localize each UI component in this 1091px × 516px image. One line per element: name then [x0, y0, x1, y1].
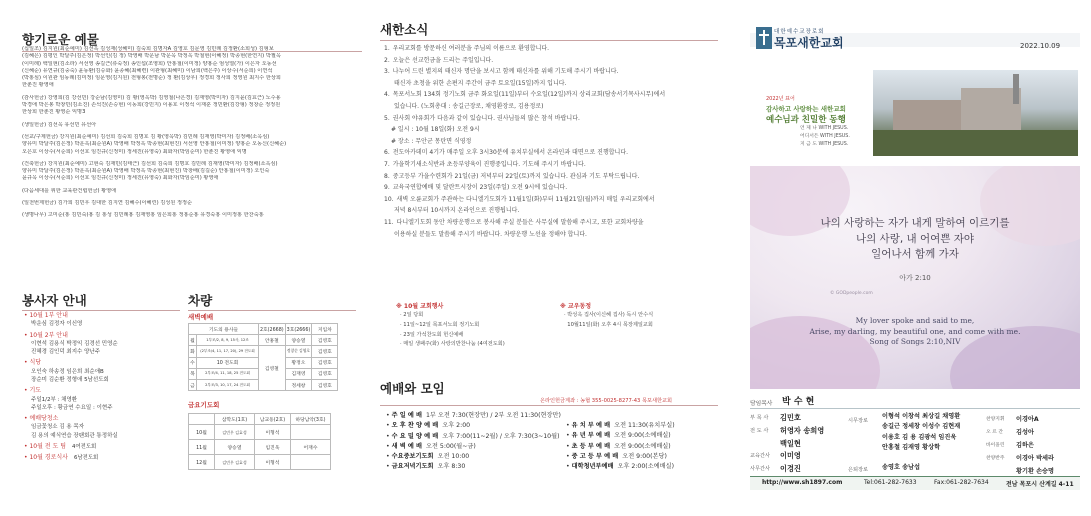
worship-time: 오전 9:00(소예배실) [614, 442, 671, 450]
worship-time: 오후 8:30 [437, 463, 466, 471]
music-staff [986, 451, 1086, 464]
worship-list-left [386, 411, 576, 473]
bullet-icon: • [24, 454, 30, 462]
worship-name: 새 벽 예 배 [391, 442, 422, 450]
news-text: 새벽 오륜교회가 주관하는 다니엘기도회가 11월1일(화)부터 11월21일(월)까지 매일 우리교회에서 [396, 195, 655, 203]
motto-with-jesus [800, 125, 850, 150]
th-car3: 3호(2666) [285, 324, 312, 335]
tue-car3: 정창순 김영호 [285, 346, 312, 357]
music-role: 바이올린 [986, 443, 1005, 448]
dec-c2: 이형석 [255, 455, 291, 470]
vehicle-sub-dawn: 새벽예배 [188, 313, 214, 321]
th-car2: 2호(2668) [259, 324, 286, 335]
news-item [384, 101, 720, 113]
day-fri: 금 [189, 379, 197, 390]
day-tue: 화 [189, 346, 197, 357]
verse-en-line: Arise, my darling, my beautiful one, and come with me. [809, 326, 1021, 336]
volunteer-head [24, 312, 184, 320]
staff-left [750, 412, 850, 476]
offering-paragraph [22, 122, 362, 129]
verse-ko-line: 일어나서 함께 가자 [871, 248, 959, 260]
volunteer-item [24, 359, 184, 384]
offering-line: 윤규옥 이상수(서순희) 이선호 임진규(신정미) 정세진(유영숙) 최화자(박임순미) 황영애 [22, 175, 219, 182]
worship-item [566, 421, 716, 431]
volunteer-label: 기도 [29, 387, 42, 395]
offering-line: (박홍심) 이원관 임동례(김미정) 임문영(김지원) 전형봉(전명순) 정 환(김상우) 정경희 정사희 정영원 최지수 한상희 [22, 75, 281, 82]
offering-line: 양유미 박달주(김은정) 박운옥(최순원A) 박영배 박정옥 박종현(최현진) 박창배(김길순) 안홍철(이미정) 오인숙 [22, 168, 270, 175]
worship-time: 오전 9:00(소예배실) [614, 432, 671, 440]
bulletin-date: 2022.10.09 [1020, 42, 1061, 50]
music-name: 김하은 [1016, 442, 1034, 449]
tue-group: (2부조/4, 11, 17, 20), 29 전도회 [197, 346, 259, 357]
news-item [384, 159, 720, 171]
volunteer-label: 10월 전 도 팀 [29, 442, 66, 450]
bullet-icon: • [386, 453, 392, 461]
volunteer-tail: 6남전도회 [73, 455, 99, 462]
footer-url[interactable]: http://www.sh1897.com [762, 479, 843, 486]
news-item [384, 229, 720, 241]
pastor-name: 박 수 현 [782, 397, 815, 407]
news-item [384, 205, 720, 217]
worship-name: 금요저녁기도회 [391, 463, 434, 471]
offering-line: (이미례) 백일현(김소라) 서선영 송길근(류숙정) 송인섭(조영희) 안홍철(이미정) 양홍순 엄성열(가) 이은자 오동선 [22, 60, 277, 67]
news-text: 우리교회를 방문하신 여러분을 주님의 이름으로 환영합니다. [392, 45, 550, 52]
worship-name: 오 후 찬 양 예 배 [391, 422, 439, 430]
volunteer-line: 주일1/2부 : 채영환 [31, 396, 78, 403]
staff-group [750, 463, 850, 476]
news-text: 나누어 드린 별지의 태신자 명단을 보시고 함께 태신자를 위해 기도해 주시기 바랍니다. [392, 68, 619, 76]
offering-paragraph [22, 212, 362, 219]
event-line: · 2일 당회 [400, 312, 424, 318]
volunteer-head [24, 387, 184, 395]
news-text: # 장소 : 무안군 몽탄면 식영정 [391, 137, 472, 145]
retired-role: 은퇴장로 [848, 467, 869, 473]
th-prayer: 기도의 용사들 [189, 324, 259, 335]
elder-line: 송길근 정세창 이성수 김현재 [882, 423, 961, 431]
worship-title: 예배와 모임 [380, 381, 445, 396]
motto-line-2: 예수님과 친밀한 동행 [766, 115, 846, 125]
offering-line: (신혜순) 유연규(김중숙) 윤동환(김승화) 윤종혜(최혜련) 이관형(최혜미) 이남희(백은주) 이상수(서순희) 이연석 [22, 67, 273, 74]
worship-item [386, 462, 576, 472]
elder-line: 이용호 김 용 김광석 임진욱 [882, 433, 957, 441]
staff-role: 교육간사 [750, 453, 771, 459]
news-item [384, 217, 720, 229]
volunteer-head [24, 332, 184, 340]
member-news-line: 10월11일(화) 오후 4시 목장제일교회 [564, 321, 653, 328]
month-10: 10월 [189, 425, 215, 440]
news-item [384, 55, 720, 67]
offering-line: (일천번제헌금) 김가희 김민우 김대한 김지연 김혜수(이혜린) 김성원 정정순 [22, 200, 192, 207]
worship-item [566, 431, 716, 441]
worship-name: 수요중보기도회 [391, 453, 434, 461]
news-number: 5. [384, 114, 390, 122]
verse-en-line: My lover spoke and said to me, [855, 316, 975, 325]
volunteer-label: 예배당청소 [29, 415, 59, 423]
offering-line: (김혜은) 김평인 박달주(김은정) 박선인(김 정) 박영배 박운남 박운옥 박정옥 박철현(이혜정) 박종현(한연지) 박필옥 [22, 53, 281, 60]
worship-time: 오전 5:00(월~금) [426, 442, 476, 450]
offering-line: 한상희 한춘진 황영순 익명3 [22, 109, 86, 116]
music-staff [986, 412, 1086, 425]
news-title: 새한소식 [380, 22, 429, 37]
wed-group: 10 전도회 [197, 357, 259, 368]
thu-car3: 김재영 [285, 368, 312, 379]
staff-group [750, 412, 850, 425]
volunteer-line: 김 용의 예식연습 장팬회관 통정하실 [31, 432, 118, 439]
th-blank [189, 414, 215, 425]
nov-c2: 임진욱 [255, 440, 291, 455]
staff-names [780, 450, 801, 463]
bullet-icon: • [24, 387, 30, 395]
thu-own: 김영호 [312, 368, 338, 379]
volunteer-item [24, 454, 184, 462]
event-line: · 11일~12일 목포서노회 정기노회 [400, 321, 480, 328]
news-item [384, 89, 720, 101]
month-11: 11월 [189, 440, 215, 455]
verse-ko-line: 나의 사랑하는 자가 내게 말하여 이르기를 [820, 217, 1010, 229]
verse-english [750, 316, 1080, 348]
staff-role: 부 목 사 [750, 415, 769, 421]
volunteer-head [24, 443, 184, 451]
news-number: 2. [384, 56, 390, 64]
offering-line: (생명나무) 고미순(홍 김민숙)홍 김 홍성 김민례홍 김재영홍 임은희홍 정홍순홍 유경숙홍 이미정홍 한찬숙홍 [22, 212, 264, 219]
news-item [384, 124, 720, 136]
volunteer-line: 박운심 김정자 이신영 [31, 321, 83, 328]
mon-car2: 안홍철 [259, 335, 286, 346]
worship-time: 오전 11:30(유치부실) [614, 422, 675, 429]
offering-line: (다음세대를 위한 교육관건립헌금) 황영애 [22, 187, 117, 194]
news-text: 중고등부 가을수련회가 21일(금) 저녁부터 22일(토)까지 있습니다. 관심과 기도 부탁드립니다. [392, 172, 640, 180]
worship-name: 유 년 부 예 배 [571, 432, 611, 440]
news-item [384, 43, 720, 55]
presbytery-right-title: ※ 교우동정 [560, 303, 592, 310]
staff-right [986, 412, 1086, 477]
cross-logo [756, 27, 772, 49]
offering-body [22, 46, 362, 225]
worship-list-right [566, 421, 716, 472]
news-text: 저녁 8시부터 10시까지 온라인으로 진행됩니다. [394, 207, 520, 215]
th-own: 지입차 [312, 324, 338, 335]
worship-item [566, 462, 716, 472]
news-item [384, 78, 720, 90]
bullet-icon: • [386, 422, 392, 430]
worship-name: 유 치 부 예 배 [571, 422, 611, 429]
news-number: 6. [384, 149, 390, 157]
verse-korean [750, 216, 1080, 263]
music-name: 이경아A [1016, 416, 1039, 423]
footer-tel: Tel:061-282-7633 [864, 479, 917, 486]
dec-c1: 김민우 김효성 [215, 455, 255, 470]
watermark: © GODpeople.com [830, 291, 873, 296]
staff-names [780, 463, 801, 476]
staff-name: 허영자 송희영 [780, 426, 825, 435]
staff-names [780, 425, 824, 450]
staff-name: 김민호 [780, 413, 801, 422]
month-12: 12월 [189, 455, 215, 470]
footer-fax: Fax:061-282-7634 [934, 479, 989, 486]
volunteer-list [24, 309, 184, 463]
fri-car3: 정세창 [285, 379, 312, 390]
fri-group: 2부조/3, 10, 17, 24 전도회 [197, 379, 259, 390]
verse-ko-line: 나의 사랑, 내 어여쁜 자야 [855, 232, 975, 245]
wed-car3: 황정오 [285, 357, 312, 368]
news-text: 전도아카데미 4기가 매주일 오후 3시30분에 유치부실에서 온라인과 대면으로 진행합니다. [392, 149, 629, 157]
staff-name: 백일현 [780, 438, 801, 448]
verse-ref: 아가 2:10 [899, 274, 931, 282]
nov-c1: 양승열 [215, 440, 255, 455]
th-samhakdo: 삼학도(1호) [215, 414, 255, 425]
offering-paragraph [22, 188, 362, 195]
oct-c3 [291, 425, 331, 440]
volunteer-label: 10월 2부 안내 [29, 331, 68, 339]
bullet-icon: • [24, 312, 30, 319]
worship-time: 오후 2:00 [442, 422, 471, 430]
day-thu: 목 [189, 368, 197, 379]
worship-time: 오전 9:00(본당) [622, 452, 667, 460]
tue-own: 김영호 [312, 346, 338, 357]
news-item [384, 182, 720, 194]
worship-name: 수 요 밀 양 예 배 [391, 432, 439, 440]
bullet-icon: • [566, 463, 572, 471]
bullet-icon: • [24, 415, 30, 423]
news-item [384, 66, 720, 78]
vehicle-table-friday [188, 413, 331, 470]
verse-en-line: Song of Songs 2:10,NIV [869, 337, 961, 346]
music-role: 오 르 간 [986, 430, 1003, 435]
nov-c3: 어재수 [291, 440, 331, 455]
music-role: 찬양지휘 [986, 417, 1005, 422]
news-number: 1. [384, 45, 390, 52]
worship-time: 오후 2:00(소예배실) [617, 463, 675, 471]
volunteer-head [24, 454, 184, 462]
volunteer-line: 장순미 김순환 정형애 5남선도회 [31, 377, 109, 384]
vehicle-sub-friday: 금요기도회 [188, 401, 220, 409]
motto-line-1: 감사하고 사랑하는 새한교회 [766, 105, 846, 113]
mon-group: 1부조/2, 8, 9, 15사, 12조 [197, 335, 259, 346]
offering-line: 오은호 이상수(서순희) 이선호 임진규(신정미) 정세진(유영숙) 최화자(박임순미) 한춘진 황영애 익명 [22, 148, 247, 155]
staff-name: 이경진 [780, 464, 801, 473]
presbytery-left-title: ※ 10월 교회행사 [396, 303, 444, 310]
column-middle [380, 0, 720, 516]
worship-name: 대학청년부예배 [571, 463, 614, 471]
volunteer-line: 이현석 김용식 박정익 김경선 민영순 [31, 341, 118, 348]
volunteer-label: 10월 경로식사 [29, 454, 68, 462]
news-text: 목포서노회 134회 정기노회 금주 화요일(11일)부터 수요일(12일)까지 상리교회(담송서기목사시무)에서 [392, 91, 666, 99]
th-namgyo: 남교동(2호) [255, 414, 291, 425]
news-text: 태신자 초청을 위한 손편지 주간이 금주 토요일(15일)까지 입니다. [394, 79, 567, 87]
th-hadang: 하당남악(3호) [291, 414, 331, 425]
bullet-icon: • [566, 452, 572, 460]
mon-car3: 양승열 [285, 335, 312, 346]
offering-line: (건축헌금) 강지원(최순예미) 고현숙 김재민(김태근) 김선희 김숙희 김명호 김민례 김재영(박미자) 김정배(소옥심) [22, 160, 278, 167]
music-staff [986, 438, 1086, 451]
volunteer-item [24, 443, 184, 451]
member-news-line: · 박성옥 집사(이신혜 집사) 독시 안수식 [564, 312, 654, 318]
volunteer-label: 10월 1부 안내 [29, 312, 68, 319]
news-number: 11. [384, 218, 394, 226]
volunteer-item [24, 332, 184, 357]
worship-item [386, 411, 576, 421]
bullet-icon: • [386, 432, 392, 440]
worship-name: 초 등 부 예 배 [571, 442, 611, 450]
motto-with-jesus-line: 언 제 나 WITH JESUS. [800, 126, 849, 131]
worship-item [566, 442, 716, 452]
worship-item [386, 421, 576, 431]
volunteer-title: 봉사자 안내 [22, 293, 87, 308]
offering-line: 양유미 박달주(김은정) 박운옥(최순원A) 박영배 박정옥 박종현(최현진) 서선영 안홍철(이미정) 양홍순 오동신(신혜순) [22, 141, 287, 148]
bullet-icon: • [24, 359, 30, 367]
volunteer-line: 진혜경 김인덕 최지수 양난주 [31, 349, 101, 356]
music-name: 김성아 [1016, 429, 1034, 436]
news-text: 다니엘기도회 동안 차량운행으로 봉사해 주실 분들은 사무실에 말씀해 주시고, 또한 교회차량을 [396, 218, 644, 226]
offering-paragraph [22, 161, 362, 183]
news-number: 8. [384, 172, 390, 180]
news-item [384, 194, 720, 206]
staff-group [750, 450, 850, 463]
retired-names: 송영호 송남섭 [882, 464, 921, 471]
driver: 김영철 [259, 346, 286, 391]
volunteer-head [24, 359, 184, 367]
staff-name: 이미영 [780, 451, 801, 460]
church-building-image [873, 70, 1078, 156]
news-text: 오늘은 선교헌금을 드리는 주일입니다. [392, 56, 494, 64]
news-number: 7. [384, 160, 390, 168]
column-left [22, 0, 372, 516]
music-name: 황기환 손승명 [1016, 468, 1055, 475]
volunteer-line: 주일오후 : 황금연 수요일 : 이현주 [31, 404, 113, 411]
news-text: # 일시 : 10월 18일(화) 오전 9시 [391, 126, 480, 134]
worship-time: 오후 7:00(11~2월) / 오후 7:30(3~10월) [442, 432, 560, 440]
thu-group: 2부조/4, 11, 18, 25 전도회 [197, 368, 259, 379]
elders-list [882, 412, 960, 454]
offering-line: (감사헌금) 강영희(김 강선민) 강순남(김영미) 김 황(영옥박) 김영철(나은경) 김재영(박미자) 김지윤(김효근) 노수용 [22, 94, 281, 101]
news-item [384, 113, 720, 125]
elder-line: 안홍철 김재영 황상학 [882, 444, 941, 452]
news-item [384, 171, 720, 183]
member-news [564, 311, 653, 331]
volunteer-line: 오인숙 하송정 임은희 최순애B [31, 368, 104, 375]
offering-line: (십일조) 김지원(최순예미) 김선옥 김성재(성혜미) 김숙희 김명자A 김영호 김문영 김민례 김정환(소희성) 김형보 [22, 46, 274, 52]
day-wed: 수 [189, 357, 197, 368]
offering-title: 향기로운 예물 [22, 32, 99, 47]
oct-c2: 이형석 [255, 425, 291, 440]
volunteer-item [24, 415, 184, 440]
denomination: 대한예수교장로회 [774, 29, 825, 35]
offering-line: (생일헌금) 김선옥 유선민 유선아 [22, 121, 97, 128]
offering-line: (선교/구제헌금) 강지원(최순예미) 김선희 김숙희 김명호 김 황(영옥박) 김민례 김재영(박미자) 김정배(소옥심) [22, 133, 270, 140]
event-line: · 매일 생패주(화) 사랑의반찬나눔 (4여전도회) [400, 341, 505, 348]
volunteer-head [24, 415, 184, 423]
bullet-icon: • [24, 442, 30, 450]
offering-paragraph [22, 134, 362, 156]
news-text: 이용하실 분들도 말씀해 주시기 바랍니다. 차량운행 노선을 정해야 합니다. [394, 230, 587, 238]
volunteer-item [24, 312, 184, 329]
music-staff [986, 425, 1086, 438]
news-text: 가을학기새소식반과 초등부양육이 진행중입니다. 기도해 주시기 바랍니다. [392, 160, 586, 168]
worship-time: 1부 오전 7:30(현장만) / 2부 오전 11:30(현장만) [426, 412, 561, 419]
worship-item [386, 452, 576, 462]
motto-with-jesus-line: 어디서든 WITH JESUS. [800, 134, 850, 140]
day-mon: 월 [189, 335, 197, 346]
motto-year: 2022년 표어 [766, 96, 795, 102]
online-account: 온라인헌금계좌 : 농협 355-0025-8277-43 목포새한교회 [540, 398, 673, 404]
bullet-icon: • [566, 442, 572, 450]
footer-address: 전남 목포시 산계길 4-11 [1006, 481, 1074, 488]
bullet-icon: • [386, 412, 392, 419]
offering-line: 한춘진 황영애 [22, 82, 54, 89]
staff-group [750, 425, 850, 450]
mon-own: 김영호 [312, 335, 338, 346]
volunteer-label: 식당 [29, 359, 42, 367]
elders-role: 시무장로 [848, 418, 869, 424]
offering-paragraph [22, 46, 362, 90]
music-name: 이경아 박세라 [1016, 455, 1055, 462]
worship-time: 오전 10:00 [437, 453, 470, 461]
bullet-icon: • [24, 331, 30, 339]
worship-name: 주 일 예 배 [391, 412, 422, 419]
bullet-icon: • [566, 422, 572, 429]
elder-line: 이형석 이창석 최상길 채영환 [882, 413, 961, 420]
church-name: 목포새한교회 [774, 36, 844, 50]
pastor-label: 담임목사 [750, 401, 773, 407]
motto-with-jesus-line: 지 금 도 WITH JESUS. [800, 142, 849, 148]
news-text: 교육국연합예배 및 달란트시장이 23일(주일) 오전 9시에 있습니다. [392, 184, 568, 192]
column-right [750, 0, 1091, 516]
dec-c3 [291, 455, 331, 470]
oct-c1: 김민우 김효성 [215, 425, 255, 440]
wed-own: 김영호 [312, 357, 338, 368]
verse-image [750, 166, 1080, 389]
offering-paragraph [22, 200, 362, 207]
vehicle-table-dawn [188, 323, 338, 391]
news-number: 10. [384, 195, 394, 203]
news-number: 3. [384, 68, 390, 76]
news-item [384, 136, 720, 148]
offering-paragraph [22, 95, 362, 117]
offering-line: 박경애 박은봉 박창민(김소진) 손석진(손승현) 이동희(강민지) 이용호 이정석 이재훈 정민환(김강형) 정창순 정정원 [22, 102, 281, 109]
staff-names [780, 412, 801, 425]
news-item [384, 147, 720, 159]
music-role: 찬양반주 [986, 456, 1005, 461]
vehicle-title: 차량 [188, 293, 213, 308]
staff-role: 전 도 사 [750, 428, 769, 434]
worship-item [386, 432, 576, 442]
bullet-icon: • [386, 463, 392, 471]
volunteer-line: 임금꽃청소 김 용 목자 [31, 424, 85, 431]
event-line: · 23일 가석찬도회 헌신예배 [400, 331, 464, 338]
volunteer-item [24, 387, 184, 412]
worship-item [566, 452, 716, 462]
worship-name: 중 고 등 부 예 배 [571, 452, 619, 460]
staff-role: 사무간사 [750, 466, 771, 472]
worship-item [386, 442, 576, 452]
news-text: 있습니다. (노회총대 : 송길근장로, 채영환장로, 김용정로) [394, 102, 544, 110]
church-events [400, 311, 505, 350]
news-number: 9. [384, 184, 390, 192]
news-text: 권사회 야유회가 다음과 같이 있습니다. 권사님들의 많은 참석 바랍니다. [392, 114, 580, 122]
volunteer-tail: 4여전도회 [72, 443, 97, 450]
news-number: 4. [384, 91, 390, 99]
bullet-icon: • [566, 432, 572, 440]
news-list [384, 43, 720, 240]
fri-own: 김영호 [312, 379, 338, 390]
bullet-icon: • [386, 442, 392, 450]
